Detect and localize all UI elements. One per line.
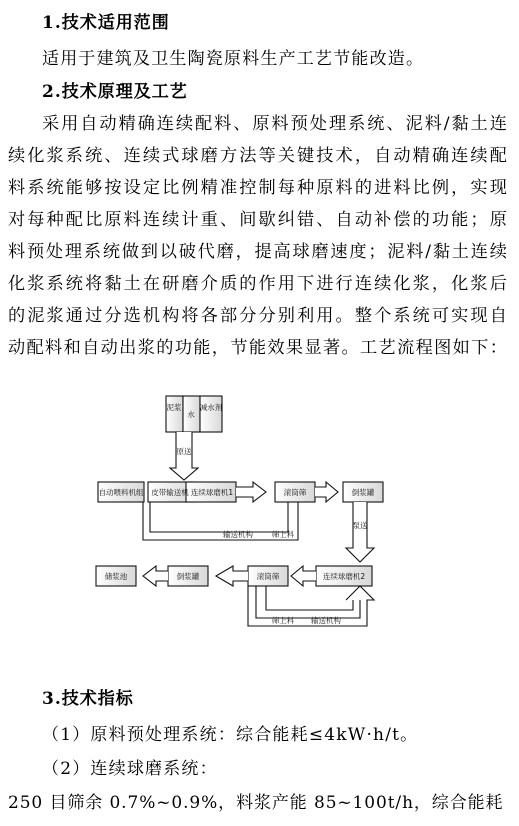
return-loop-2 (256, 586, 360, 618)
pump-label: 泵送 (352, 521, 368, 530)
indicator-item-1: （1）原料预处理系统：综合能耗≤4kW·h/t。 (42, 725, 419, 745)
label-return-conveyor-1: 输送机构 (223, 530, 253, 539)
input-box-mud (166, 396, 183, 432)
label-ball-mill-2: 连续球磨机2 (322, 572, 366, 581)
return-loop-1 (150, 502, 288, 532)
section3-title: 3.技术指标 (42, 689, 134, 709)
paragraph-line: 动配料和自动出浆的功能，节能效果显著。工艺流程图如下： (8, 338, 508, 358)
label-drum-screen-1: 滚筒筛 (283, 488, 307, 497)
label-slurry-tank-2: 倒浆罐 (176, 572, 200, 581)
input-label-reducer: 减水剂 (199, 403, 223, 412)
arrow-mill2-screen (291, 566, 316, 586)
pump-arrow (346, 502, 374, 562)
input-label-water: 水 (187, 410, 195, 419)
label-auto-feeder: 自动喂料机组 (98, 488, 144, 497)
paragraph-line: 采用自动精确连续配料、原料预处理系统、泥料/黏土连 (42, 114, 508, 134)
indicator-item-3: 250 目筛余 0.7%~0.9%，料浆产能 85~100t/h，综合能耗 (8, 793, 504, 813)
section2-title: 2.技术原理及工艺 (42, 82, 188, 102)
label-storage-pool: 储浆池 (104, 572, 128, 581)
input-box-reducer (200, 396, 222, 432)
label-belt-conveyor: 皮带输送机 (151, 488, 189, 497)
label-return-conveyor-2: 输送机构 (311, 616, 341, 625)
arrow-mill1-screen (236, 482, 266, 502)
label-ball-mill-1: 连续球磨机1 (190, 488, 234, 497)
label-oversize-1: 筛上料 (271, 530, 295, 539)
arrow-tank-pool (143, 566, 168, 586)
section2-paragraph (8, 108, 508, 364)
paragraph-line: 的泥浆通过分选机构将各部分分别利用。整个系统可实现自 (8, 306, 508, 326)
label-slurry-tank-1: 倒浆罐 (351, 488, 375, 497)
paragraph-line: 料预处理系统做到以破代磨，提高球磨速度；泥料/黏土连续 (8, 242, 508, 262)
paragraph-line: 化浆系统将黏土在研磨介质的作用下进行连续化浆，化浆后 (8, 274, 508, 294)
arrow-screen-tank (315, 482, 338, 502)
section1-text: 适用于建筑及卫生陶瓷原料生产工艺节能改造。 (42, 49, 425, 69)
input-label-mud: 泥浆 (166, 403, 182, 412)
arrow-screen-tank-2 (216, 566, 248, 586)
process-flow-diagram (88, 386, 388, 636)
paragraph-line: 续化浆系统、连续式球磨方法等关键技术，自动精确连续配 (8, 146, 508, 166)
label-oversize-2: 筛上料 (271, 616, 295, 625)
indicator-item-2: （2）连续球磨系统： (42, 759, 218, 779)
feed-label: 原送 (176, 447, 192, 456)
label-drum-screen-2: 滚筒筛 (256, 572, 280, 581)
paragraph-line: 对每种配比原料连续计重、间歇纠错、自动补偿的功能；原 (8, 210, 508, 230)
section1-title: 1.技术适用范围 (42, 13, 170, 33)
feed-arrow (170, 432, 198, 480)
paragraph-line: 料系统能够按设定比例精准控制每种原料的进料比例，实现 (8, 178, 508, 198)
return-loop-2-inner (266, 586, 353, 610)
